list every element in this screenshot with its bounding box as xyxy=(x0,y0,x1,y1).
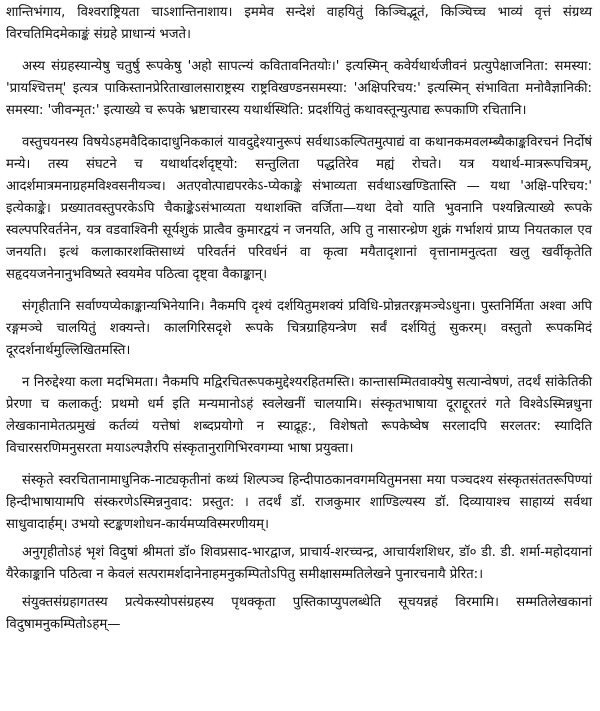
paragraph-stageability: संगृहीतानि सर्वाण्यप्येकाङ्कान्यभिनेयानि। नैकमपि दृश्यं दर्शयितुमशक्यं प्रविधि-प्रोन्नतरङ्गमञ्चेऽधुना। पुस्तनिर्मिता अश्वा अपि रङ्गमञ्चे चालयितुं शक्यन्ते। कालगिरिसदृशे रूपके चित्रग्राहियन्त्रेण सर्वं दर्शयितुं सुकरम्। वस्तुतो रूपकमिदं दूरदर्शनार्थमुल्लिखितमस्ति। xyxy=(6,299,592,358)
paragraph-closing: संयुक्तसंग्रहागतस्य प्रत्येकस्योपसंग्रहस्य पृथक्कृता पुस्तिकाप्युपलब्धेति सूचयन्नहं विरमामि। सम्मतिलेखकानां विदुषामनुकम्पितोऽहम्— xyxy=(6,595,592,632)
paragraph-intro-peace: शान्तिभंगाय, विश्वराष्ट्रियता चाऽशान्तिनाशाय। इममेव सन्देशं वाहयितुं किञ्चिद्भूतं, किञ्चिच्च भाव्यं वृत्तं संग्रथ्य विरचतिमिदमेकाङ्कं संग्रहे प्राधान्यं भजते। xyxy=(6,5,592,42)
paragraph-purpose-of-art: न निरुद्देश्या कला मदभिमता। नैकमपि मद्विरचितरूपकमुद्देश्यरहितमस्ति। कान्तासम्मितवाक्येषु सत्यान्वेषणं, तदर्थं सांकेतिकी प्रेरणा च कलाकर्तु: प्रथमो धर्म इति मन्यमानोऽहं स्वलेखनीं चालयामि। संस्कृतभाषाया दूराद्दूरतरं गते विश्वेऽस्मिन्नधुना लेखकानामेतत्प्रमुखं कर्तव्यं यत्तेषां शब्दप्रयोगो न स्याद्रूह:, विशेषतो रूपकेष्वेष सरलादपि सरलतर: स्यादिति विचारसरणिमनुसरता मयाऽल्पज्ञैरपि संस्कृतानुरागिभिरवगम्या भाषा प्रयुक्ता। xyxy=(6,375,592,456)
paragraph-four-plays: अस्य संग्रहस्यान्येषु चतुर्षु रूपकेषु 'अहो सापत्न्यं कवितावनितयोः।' इत्यस्मिन् कवेर्यथार्थजीवनं प्रत्युपेक्षाजनिता: समस्या: 'प्रायश्चित्तम्' इत्यत्र पाकिस्तानप्रेरिताखालसाराष्ट्रस्य राष्ट्रविखण्डनसमस्या: 'अक्षिपरिचय:' इत्यस्मिन् संभाविता मनोवैज्ञानिकी: समस्या: 'जीवन्मृत:' इत्याख्ये च रूपके भ्रष्टाचारस्य यथार्थस्थिति: प्रदर्शयितुं कथावस्तून्युत्पाद्य रूपकाणि रचितानि। xyxy=(6,59,592,118)
paragraph-plot-selection: वस्तुचयनस्य विषयेऽहमवैदिकादाधुनिककालं यावदुद्देश्यानुरूपं सर्वथाऽकल्पितमुत्पाद्यं वा कथानकमवलम्ब्यैकाङ्कविरचनं निर्दोषं मन्ये। तस्य संघटने च यथार्थादर्शदृष्ट्यो: सन्तुलिता पद्धतिरेव मह्यं रोचते। यत्र यथार्थ-मात्ररूपचित्रम्, आदर्शमात्रमनाग्रहमविश्वसनीयञ्च। अतएवोत्पाद्यपरकेऽ-प्येकाङ्के संभाव्यता सर्वथाऽखण्डितास्ति — यथा 'अक्षि-परिचय:' इत्येकाङ्के। प्रख्यातवस्तुपरकेऽपि चैकाङ्केऽसंभाव्यता यथाशक्ति वर्जिता—यथा देवो याति भुवनानि पश्यन्नित्याख्ये रूपके स्वल्पपरिवर्तनेन, यत्र वडवाश्विनी सूर्यशुकं प्रात्वैव कुमारद्वयं न जनयति, अपि तु नासारन्ध्रेण शुक्रं गर्भाशयं प्राप्य नियतकाल एव जनयति। इत्थं कलाकारशक्तिसाध्यं परिवर्तनं परिवर्धनं वा कृत्वा मयैतादृशानां वृत्तानामनुत्दता खलु खर्वीकृतेति सहृदयजनेनानुभविष्यते स्वयमेव पठित्वा दृष्ट्वा वैकाङ्कान्। xyxy=(6,135,592,282)
paragraph-hindi-translation: संस्कृते स्वरचितानामाधुनिक-नाट्यकृतीनां कथ्यं शिल्पञ्च हिन्दीपाठकानवगमयितुमनसा मया पञ्चदश्य संस्कृतसंततरूपिण्यां हिन्दीभाषायामपि संस्करणेऽस्मिन्ननुवाद: प्रस्तुत: । तदर्थं डॉ. राजकुमार शाण्डिल्यस्य डॉ. दिव्यायाश्च साहाय्यं सर्वथा साधुवादार्हम्। उभयो स्टङ्कणशोधन-कार्यमप्यविस्मरणीयम्। xyxy=(6,473,592,532)
paragraph-acknowledgements: अनुगृहीतोऽहं भृशं विदुषां श्रीमतां डॉ० शिवप्रसाद-भारद्वाज, प्राचार्य-शरच्चन्द्र, आचार्यशशिधर, डॉ० डी. डी. शर्मा-महोदयानां यैरेकाङ्कानि पठित्वा न केवलं सत्परामर्शदानेनाहमनुकम्पितोऽपितु समीक्षासम्मतिलेखने पुनारचनायै प्रेरित:। xyxy=(6,545,592,582)
